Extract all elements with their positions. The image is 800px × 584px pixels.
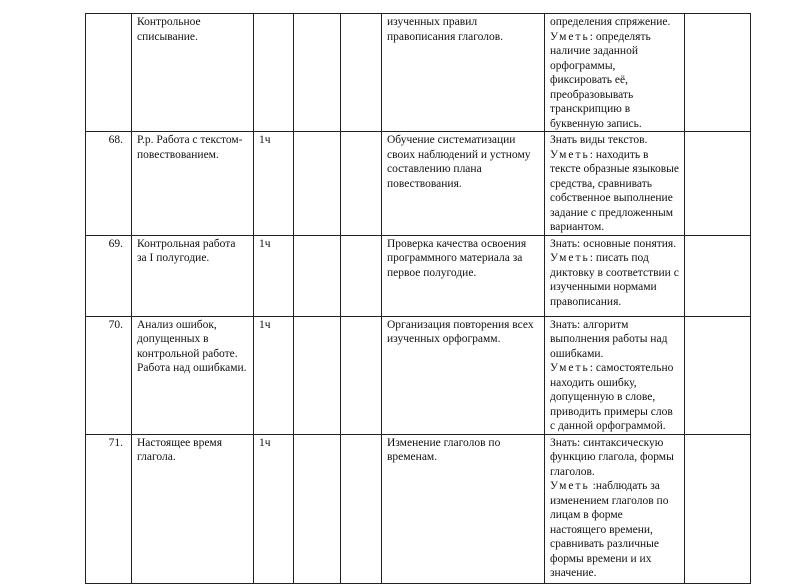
lesson-number: 69. (86, 235, 132, 316)
empty-cell (294, 434, 341, 583)
notes-cell (685, 434, 751, 583)
skills-can-text: : писать под диктовку в соответствии с изученными нормами правописания. (550, 252, 679, 308)
table-row (86, 434, 751, 583)
lesson-number (86, 14, 132, 132)
notes-cell (685, 235, 751, 316)
skills-can (550, 148, 679, 235)
skills-know: Знать: алгоритм выполнения работы над ошибками. (550, 318, 668, 360)
lesson-hours: 1ч (254, 235, 294, 316)
lesson-hours: 1ч (254, 316, 294, 434)
table-row (86, 132, 751, 236)
lesson-content: Обучение систематизации своих наблюдений и устному составлению плана повествования. (382, 132, 545, 236)
lesson-plan-table (85, 13, 751, 584)
skills-know: Знать виды текстов. (550, 134, 648, 146)
skills-can-label: Уметь (550, 148, 590, 161)
skills-know: Знать: основные понятия. (550, 237, 677, 250)
skills-can-text: : определять наличие заданной орфограммы, фиксировать её, преобразовывать транскрипцию в буквенную запись. (550, 30, 651, 130)
lesson-skills (545, 235, 685, 316)
skills-can (550, 251, 679, 309)
skills-can-text: : самостоятельно находить ошибку, допущенную в слове, приводить примеры слов с данной орфограммой. (550, 362, 674, 432)
empty-cell (341, 235, 382, 316)
lesson-topic: Анализ ошибок, допущенных в контрольной работе. Работа над ошибками. (132, 316, 254, 434)
notes-cell (685, 316, 751, 434)
empty-cell (294, 132, 341, 236)
lesson-hours: 1ч (254, 132, 294, 236)
skills-can (550, 361, 679, 434)
lesson-number: 70. (86, 316, 132, 434)
empty-cell (341, 14, 382, 132)
lesson-number: 71. (86, 434, 132, 583)
skills-can (550, 479, 679, 581)
empty-cell (341, 316, 382, 434)
empty-cell (341, 132, 382, 236)
lesson-content: изученных правил правописания глаголов. (382, 14, 545, 132)
skills-can-label: Уметь (550, 30, 590, 43)
lesson-topic: Настоящее время глагола. (132, 434, 254, 583)
table-row (86, 235, 751, 316)
skills-can (550, 30, 679, 132)
empty-cell (294, 14, 341, 132)
skills-know: определения спряжение. (550, 16, 671, 28)
empty-cell (294, 316, 341, 434)
empty-cell (294, 235, 341, 316)
skills-know: Знать: синтаксическую функцию глагола, формы глаголов. (550, 436, 674, 478)
table-row (86, 316, 751, 434)
lesson-content: Организация повторения всех изученных орфограмм. (382, 316, 545, 434)
lesson-skills (545, 316, 685, 434)
skills-can-text: :наблюдать за изменением глаголов по лицам в форме настоящего времени, сравнивать различные формы времени и их значение. (550, 480, 669, 579)
skills-can-label: Уметь (550, 362, 590, 374)
lesson-hours (254, 14, 294, 132)
lesson-topic: Р.р. Работа с текстом-повествованием. (132, 132, 254, 236)
notes-cell (685, 132, 751, 236)
lesson-skills (545, 434, 685, 583)
skills-can-label: Уметь (550, 480, 590, 492)
lesson-topic: Контрольная работа за I полугодие. (132, 235, 254, 316)
empty-cell (341, 434, 382, 583)
lesson-skills (545, 132, 685, 236)
table-row (86, 14, 751, 132)
lesson-hours: 1ч (254, 434, 294, 583)
notes-cell (685, 14, 751, 132)
skills-can-label: Уметь (550, 252, 590, 264)
lesson-content: Изменение глаголов по временам. (382, 434, 545, 583)
lesson-topic: Контрольное списывание. (132, 14, 254, 132)
lesson-number: 68. (86, 132, 132, 236)
lesson-content: Проверка качества освоения программного материала за первое полугодие. (382, 235, 545, 316)
lesson-skills (545, 14, 685, 132)
skills-can-text: : находить в тексте образные языковые средства, сравнивать собственное выполнение задание с предложенным вариантом. (550, 148, 679, 233)
